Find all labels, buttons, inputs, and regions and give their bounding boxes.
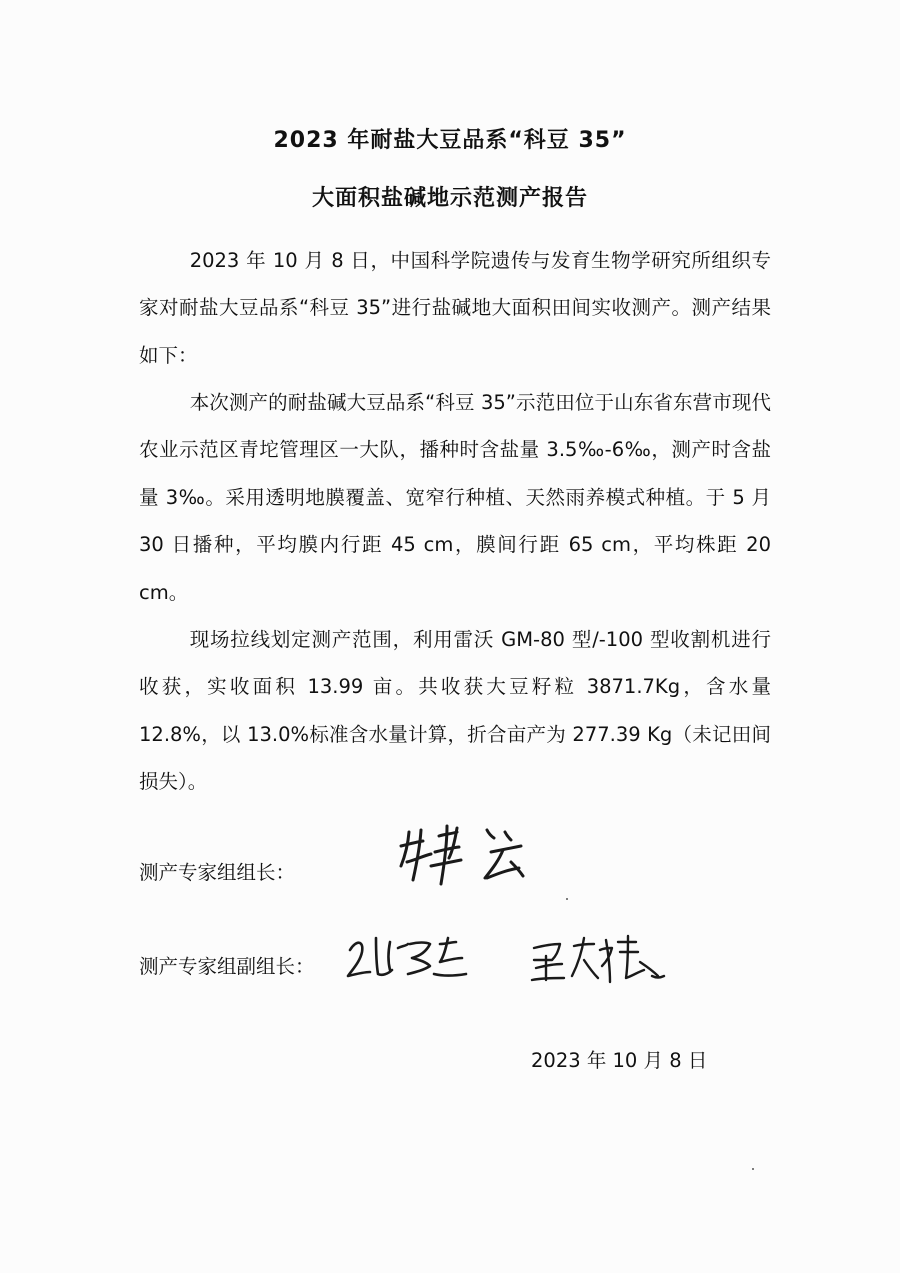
leader-label: 测产专家组组长： xyxy=(139,861,296,884)
report-title-line-1: 2023 年耐盐大豆品系“科豆 35” xyxy=(273,128,627,153)
deputy-label: 测产专家组副组长： xyxy=(139,955,315,978)
paragraph-intro-text: 2023 年 10 月 8 日，中国科学院遗传与发育生物学研究所组织专家对耐盐大豆品系“科豆 35”进行盐碱地大面积田间实收测产。测产结果如下： xyxy=(139,249,771,367)
paragraph-field-info-text: 本次测产的耐盐碱大豆品系“科豆 35”示范田位于山东省东营市现代农业示范区青坨管理区一大队，播种时含盐量 3.5‰-6‰，测产时含盐量 3‰。采用透明地膜覆盖、宽窄行种植、天然雨养模式种植。于 5 月 30 日播种，平均膜内行距 45 cm，膜间行距 65 cm，平均株距 20 cm。 xyxy=(139,391,771,604)
leader-signature xyxy=(395,822,545,888)
paragraph-yield-result-text: 现场拉线划定测产范围，利用雷沃 GM-80 型/-100 型收割机进行收获，实收面积 13.99 亩。共收获大豆籽粒 3871.7Kg，含水量 12.8%，以 13.0%标准含水量计算，折合亩产为 277.39 Kg（未记田间损失）。 xyxy=(139,628,771,794)
paragraph-yield-result xyxy=(139,616,771,806)
paragraph-intro xyxy=(139,237,771,379)
report-title-line-2: 大面积盐碱地示范测产报告 xyxy=(311,186,588,211)
report-date: 2023 年 10 月 8 日 xyxy=(531,1049,708,1072)
deputy-signature-1 xyxy=(346,930,476,986)
paper-speck xyxy=(752,1168,754,1170)
deputy-signature-2 xyxy=(528,932,668,988)
paragraph-field-info xyxy=(139,379,771,616)
paper-speck xyxy=(566,898,568,900)
